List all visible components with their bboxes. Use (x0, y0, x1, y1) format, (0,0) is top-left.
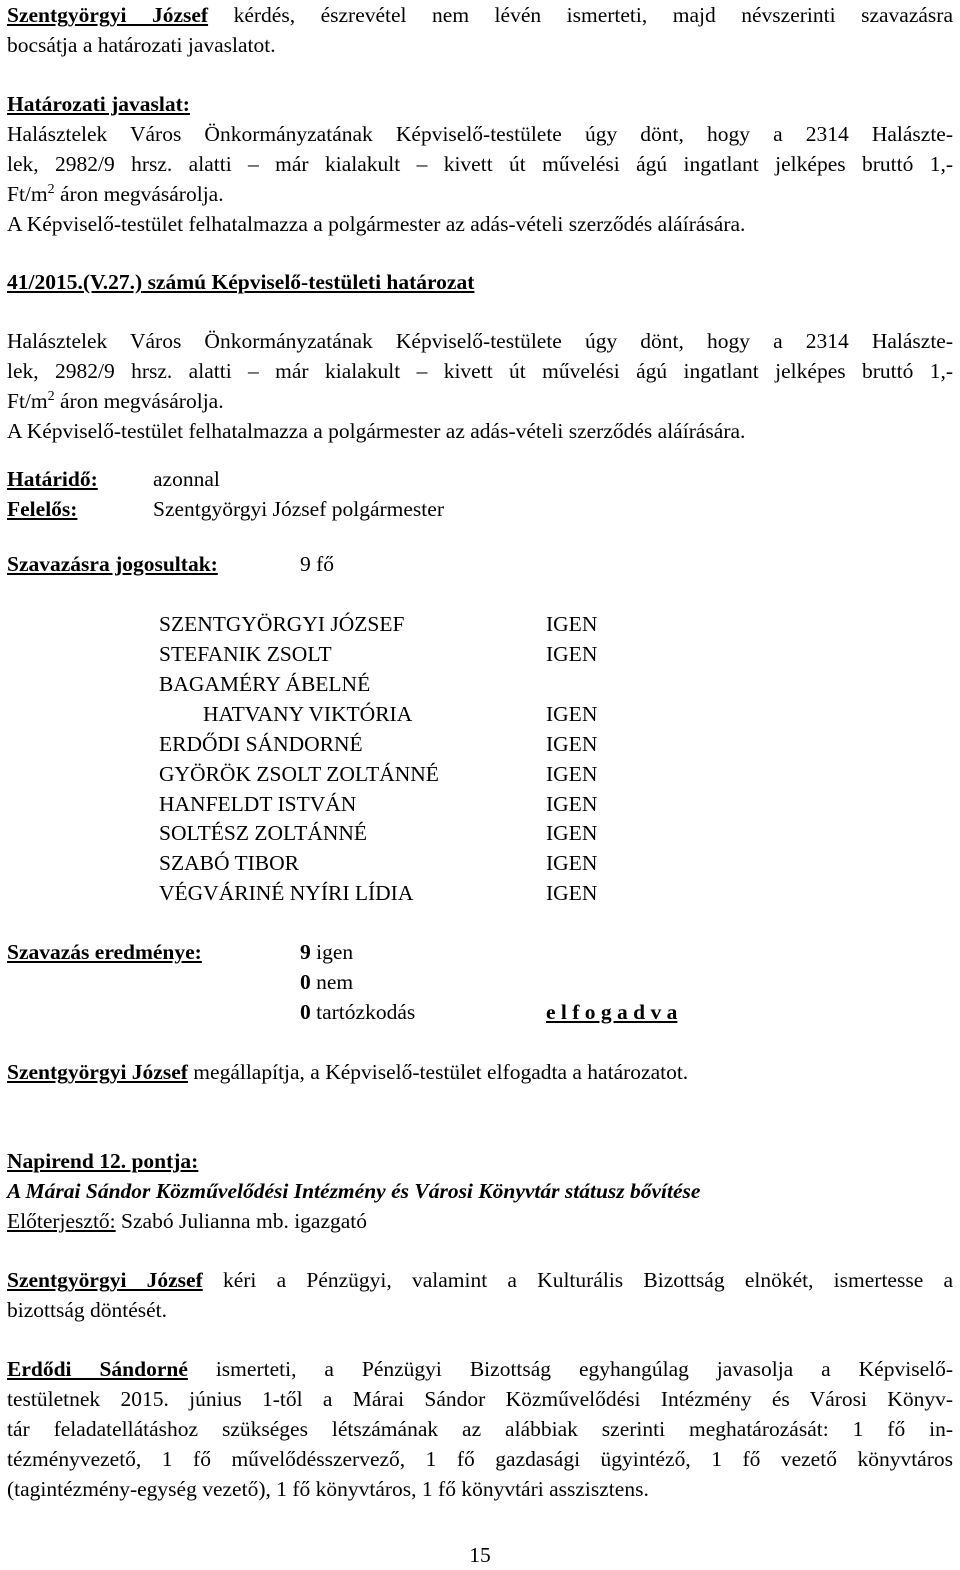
conclusion-paragraph (7, 1057, 953, 1087)
resolution-title (7, 267, 953, 297)
voter-name: GYÖRÖK ZSOLT ZOLTÁNNÉ (159, 762, 439, 786)
voter-name: SZABÓ TIBOR (159, 851, 299, 875)
vote-value: IGEN (546, 612, 598, 636)
no-text: nem (310, 970, 354, 994)
paragraph-committee (7, 1354, 953, 1504)
resolution-line: Ft/m (7, 389, 48, 413)
result-label-text: Szavazás eredménye: (7, 940, 202, 964)
vote-value: IGEN (546, 732, 598, 756)
voter-name: HANFELDT ISTVÁN (159, 792, 357, 816)
result-abstain (300, 997, 415, 1027)
speaker-name: Szentgyörgyi József (7, 3, 209, 27)
abstain-text: tartózkodás (310, 1000, 416, 1024)
paragraph-text: bizottság döntését. (7, 1298, 168, 1322)
superscript: 2 (47, 182, 55, 197)
voter-name: BAGAMÉRY ÁBELNÉ (159, 672, 371, 696)
paragraph-text: kéri a Pénzügyi, valamint a Kulturális Bizottság elnökét, ismertesse a (202, 1268, 954, 1292)
voter-name: SOLTÉSZ ZOLTÁNNÉ (159, 821, 368, 845)
speaker-name: Erdődi Sándorné (7, 1357, 188, 1381)
agenda-section (7, 1146, 953, 1236)
paragraph-request (7, 1265, 953, 1325)
vote-value: IGEN (546, 762, 598, 786)
eligible-value: 9 fő (300, 552, 335, 576)
voter-name: STEFANIK ZSOLT (159, 642, 332, 666)
responsible-label-text: Felelős: (7, 497, 78, 521)
resolution-number: 41/2015.(V.27.) (7, 270, 143, 294)
resolution-body (7, 326, 953, 446)
result-label (7, 937, 202, 967)
proposal-line: lek, 2982/9 hrsz. alatti – már kialakult – kivett út művelési ágú ingatlant jelképes bruttó 1,- (7, 152, 953, 176)
resolution-title-text: számú Képviselő-testületi határozat (142, 270, 475, 294)
proposal-heading: Határozati javaslat: (7, 92, 190, 116)
resolution-line: áron megvásárolja. (54, 389, 224, 413)
agenda-heading: Napirend 12. pontja: (7, 1149, 199, 1173)
vote-value: IGEN (546, 851, 598, 875)
outcome-text: e l f o g a d v a (546, 1000, 678, 1024)
proposal-section (7, 89, 953, 239)
yes-text: igen (310, 940, 354, 964)
proposal-line: A Képviselő-testület felhatalmazza a polgármester az adás-vételi szerződés aláírására. (7, 212, 746, 236)
responsible-label (7, 494, 77, 524)
proposal-line: Ft/m (7, 182, 48, 206)
speaker-name: Szentgyörgyi József (7, 1060, 188, 1084)
result-yes (300, 937, 353, 967)
voter-name: ERDŐDI SÁNDORNÉ (159, 732, 363, 756)
resolution-line: A Képviselő-testület felhatalmazza a polgármester az adás-vételi szerződés aláírására. (7, 419, 746, 443)
presenter-value: Szabó Julianna mb. igazgató (115, 1209, 368, 1233)
paragraph-text: tézményvezető, 1 fő művelődésszervező, 1 fő gazdasági ügyintéző, 1 fő vezető könyvtáros (7, 1447, 953, 1471)
paragraph-text: tár feladatellátáshoz szükséges létszámának az alábbiak szerinti meghatározását: 1 fő in- (7, 1417, 953, 1441)
vote-value: IGEN (546, 881, 598, 905)
intro-text-line2: bocsátja a határozati javaslatot. (7, 33, 276, 57)
voter-name: SZENTGYÖRGYI JÓZSEF (159, 612, 405, 636)
conclusion-text: megállapítja, a Képviselő-testület elfogadta a határozatot. (187, 1060, 689, 1084)
deadline-label-text: Határidő: (7, 467, 98, 491)
intro-paragraph (7, 0, 953, 60)
superscript: 2 (47, 389, 55, 404)
resolution-line: lek, 2982/9 hrsz. alatti – már kialakult – kivett út művelési ágú ingatlant jelképes bruttó 1,- (7, 359, 953, 383)
paragraph-text: (tagintézmény-egység vezető), 1 fő könyvtáros, 1 fő könyvtári asszisztens. (7, 1477, 649, 1501)
yes-count: 9 (300, 940, 311, 964)
result-no (300, 967, 353, 997)
no-count: 0 (300, 970, 311, 994)
page-number: 15 (469, 1543, 491, 1567)
vote-value: IGEN (546, 821, 598, 845)
eligible-label (7, 549, 218, 579)
presenter-label: Előterjesztő: (7, 1209, 116, 1233)
vote-value: IGEN (546, 792, 598, 816)
abstain-count: 0 (300, 1000, 311, 1024)
result-outcome (546, 997, 677, 1027)
vote-value: IGEN (546, 642, 598, 666)
paragraph-text: ismerteti, a Pénzügyi Bizottság egyhangúlag javasolja a Képviselő- (187, 1357, 953, 1381)
paragraph-text: testületnek 2015. június 1-től a Márai Sándor Közművelődési Intézmény és Városi Könyv- (7, 1387, 953, 1411)
eligible-label-text: Szavazásra jogosultak: (7, 552, 218, 576)
deadline-value: azonnal (153, 467, 220, 491)
voter-name: VÉGVÁRINÉ NYÍRI LÍDIA (159, 881, 414, 905)
responsible-value: Szentgyörgyi József polgármester (153, 497, 444, 521)
proposal-line: Halásztelek Város Önkormányzatának Képviselő-testülete úgy dönt, hogy a 2314 Halászte- (7, 122, 953, 146)
voter-name: HATVANY VIKTÓRIA (203, 702, 413, 726)
intro-text: kérdés, észrevétel nem lévén ismerteti, majd névszerinti szavazásra (208, 3, 953, 27)
speaker-name: Szentgyörgyi József (7, 1268, 203, 1292)
deadline-label (7, 464, 98, 494)
proposal-line: áron megvásárolja. (54, 182, 224, 206)
vote-value: IGEN (546, 702, 598, 726)
agenda-title: A Márai Sándor Közművelődési Intézmény és Városi Könyvtár státusz bővítése (7, 1179, 701, 1203)
resolution-line: Halásztelek Város Önkormányzatának Képviselő-testülete úgy dönt, hogy a 2314 Halászte- (7, 329, 953, 353)
